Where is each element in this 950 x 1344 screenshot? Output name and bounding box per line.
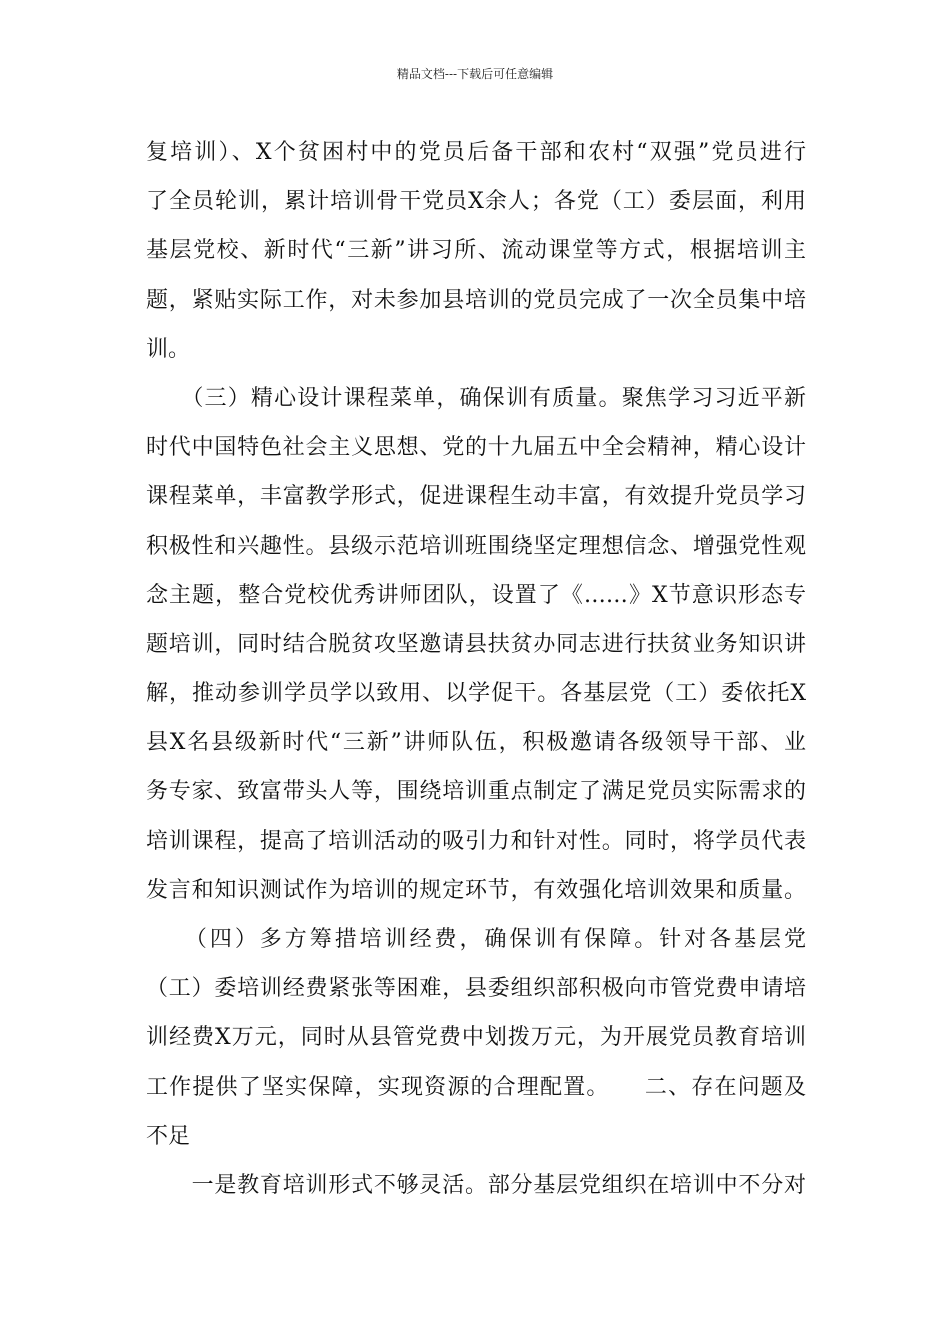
text-line: 时代中国特色社会主义思想、党的十九届五中全会精神，精心设计 xyxy=(146,435,806,461)
text-line: 念主题，整合党校优秀讲师团队，设置了《……》X节意识形态专 xyxy=(146,582,806,608)
text-line: 复培训）、X个贫困村中的党员后备干部和农村“双强”党员进行 xyxy=(146,140,806,165)
text-line: 务专家、致富带头人等，围绕培训重点制定了满足党员实际需求的 xyxy=(146,779,806,805)
document-body xyxy=(146,128,806,1210)
text-line: 培训课程，提高了培训活动的吸引力和针对性。同时，将学员代表 xyxy=(146,828,806,854)
text-line: 课程菜单，丰富教学形式，促进课程生动丰富，有效提升党员学习 xyxy=(146,484,806,510)
text-line: 训。 xyxy=(146,336,191,362)
text-line: 不足 xyxy=(146,1123,191,1149)
text-line: 题培训，同时结合脱贫攻坚邀请县扶贫办同志进行扶贫业务知识讲 xyxy=(146,631,806,657)
text-line: 训经费X万元，同时从县管党费中划拨万元，为开展党员教育培训 xyxy=(146,1025,806,1051)
text-line: 基层党校、新时代“三新”讲习所、流动课堂等方式，根据培训主 xyxy=(146,238,806,264)
text-line: 解，推动参训学员学以致用、以学促干。各基层党（工）委依托X xyxy=(146,681,806,707)
text-line: 题，紧贴实际工作，对未参加县培训的党员完成了一次全员集中培 xyxy=(146,287,806,313)
text-line: （四）多方筹措培训经费，确保训有保障。针对各基层党 xyxy=(146,927,806,952)
text-line: （三）精心设计课程菜单，确保训有质量。聚焦学习习近平新 xyxy=(146,385,806,411)
text-line: （工）委培训经费紧张等困难，县委组织部积极向市管党费申请培 xyxy=(146,976,806,1002)
text-line: 积极性和兴趣性。县级示范培训班围绕坚定理想信念、增强党性观 xyxy=(146,533,806,559)
text-line: 发言和知识测试作为培训的规定环节，有效强化培训效果和质量。 xyxy=(146,877,806,903)
text-line: 了全员轮训，累计培训骨干党员X余人；各党（工）委层面，利用 xyxy=(146,189,806,215)
page-header: 精品文档---下载后可任意编辑 xyxy=(396,67,554,81)
text-line: 一是教育培训形式不够灵活。部分基层党组织在培训中不分对 xyxy=(146,1172,806,1198)
text-line: 县X名县级新时代“三新”讲师队伍，积极邀请各级领导干部、业 xyxy=(146,730,806,756)
text-line: 工作提供了坚实保障，实现资源的合理配置。 二、存在问题及 xyxy=(146,1074,806,1100)
